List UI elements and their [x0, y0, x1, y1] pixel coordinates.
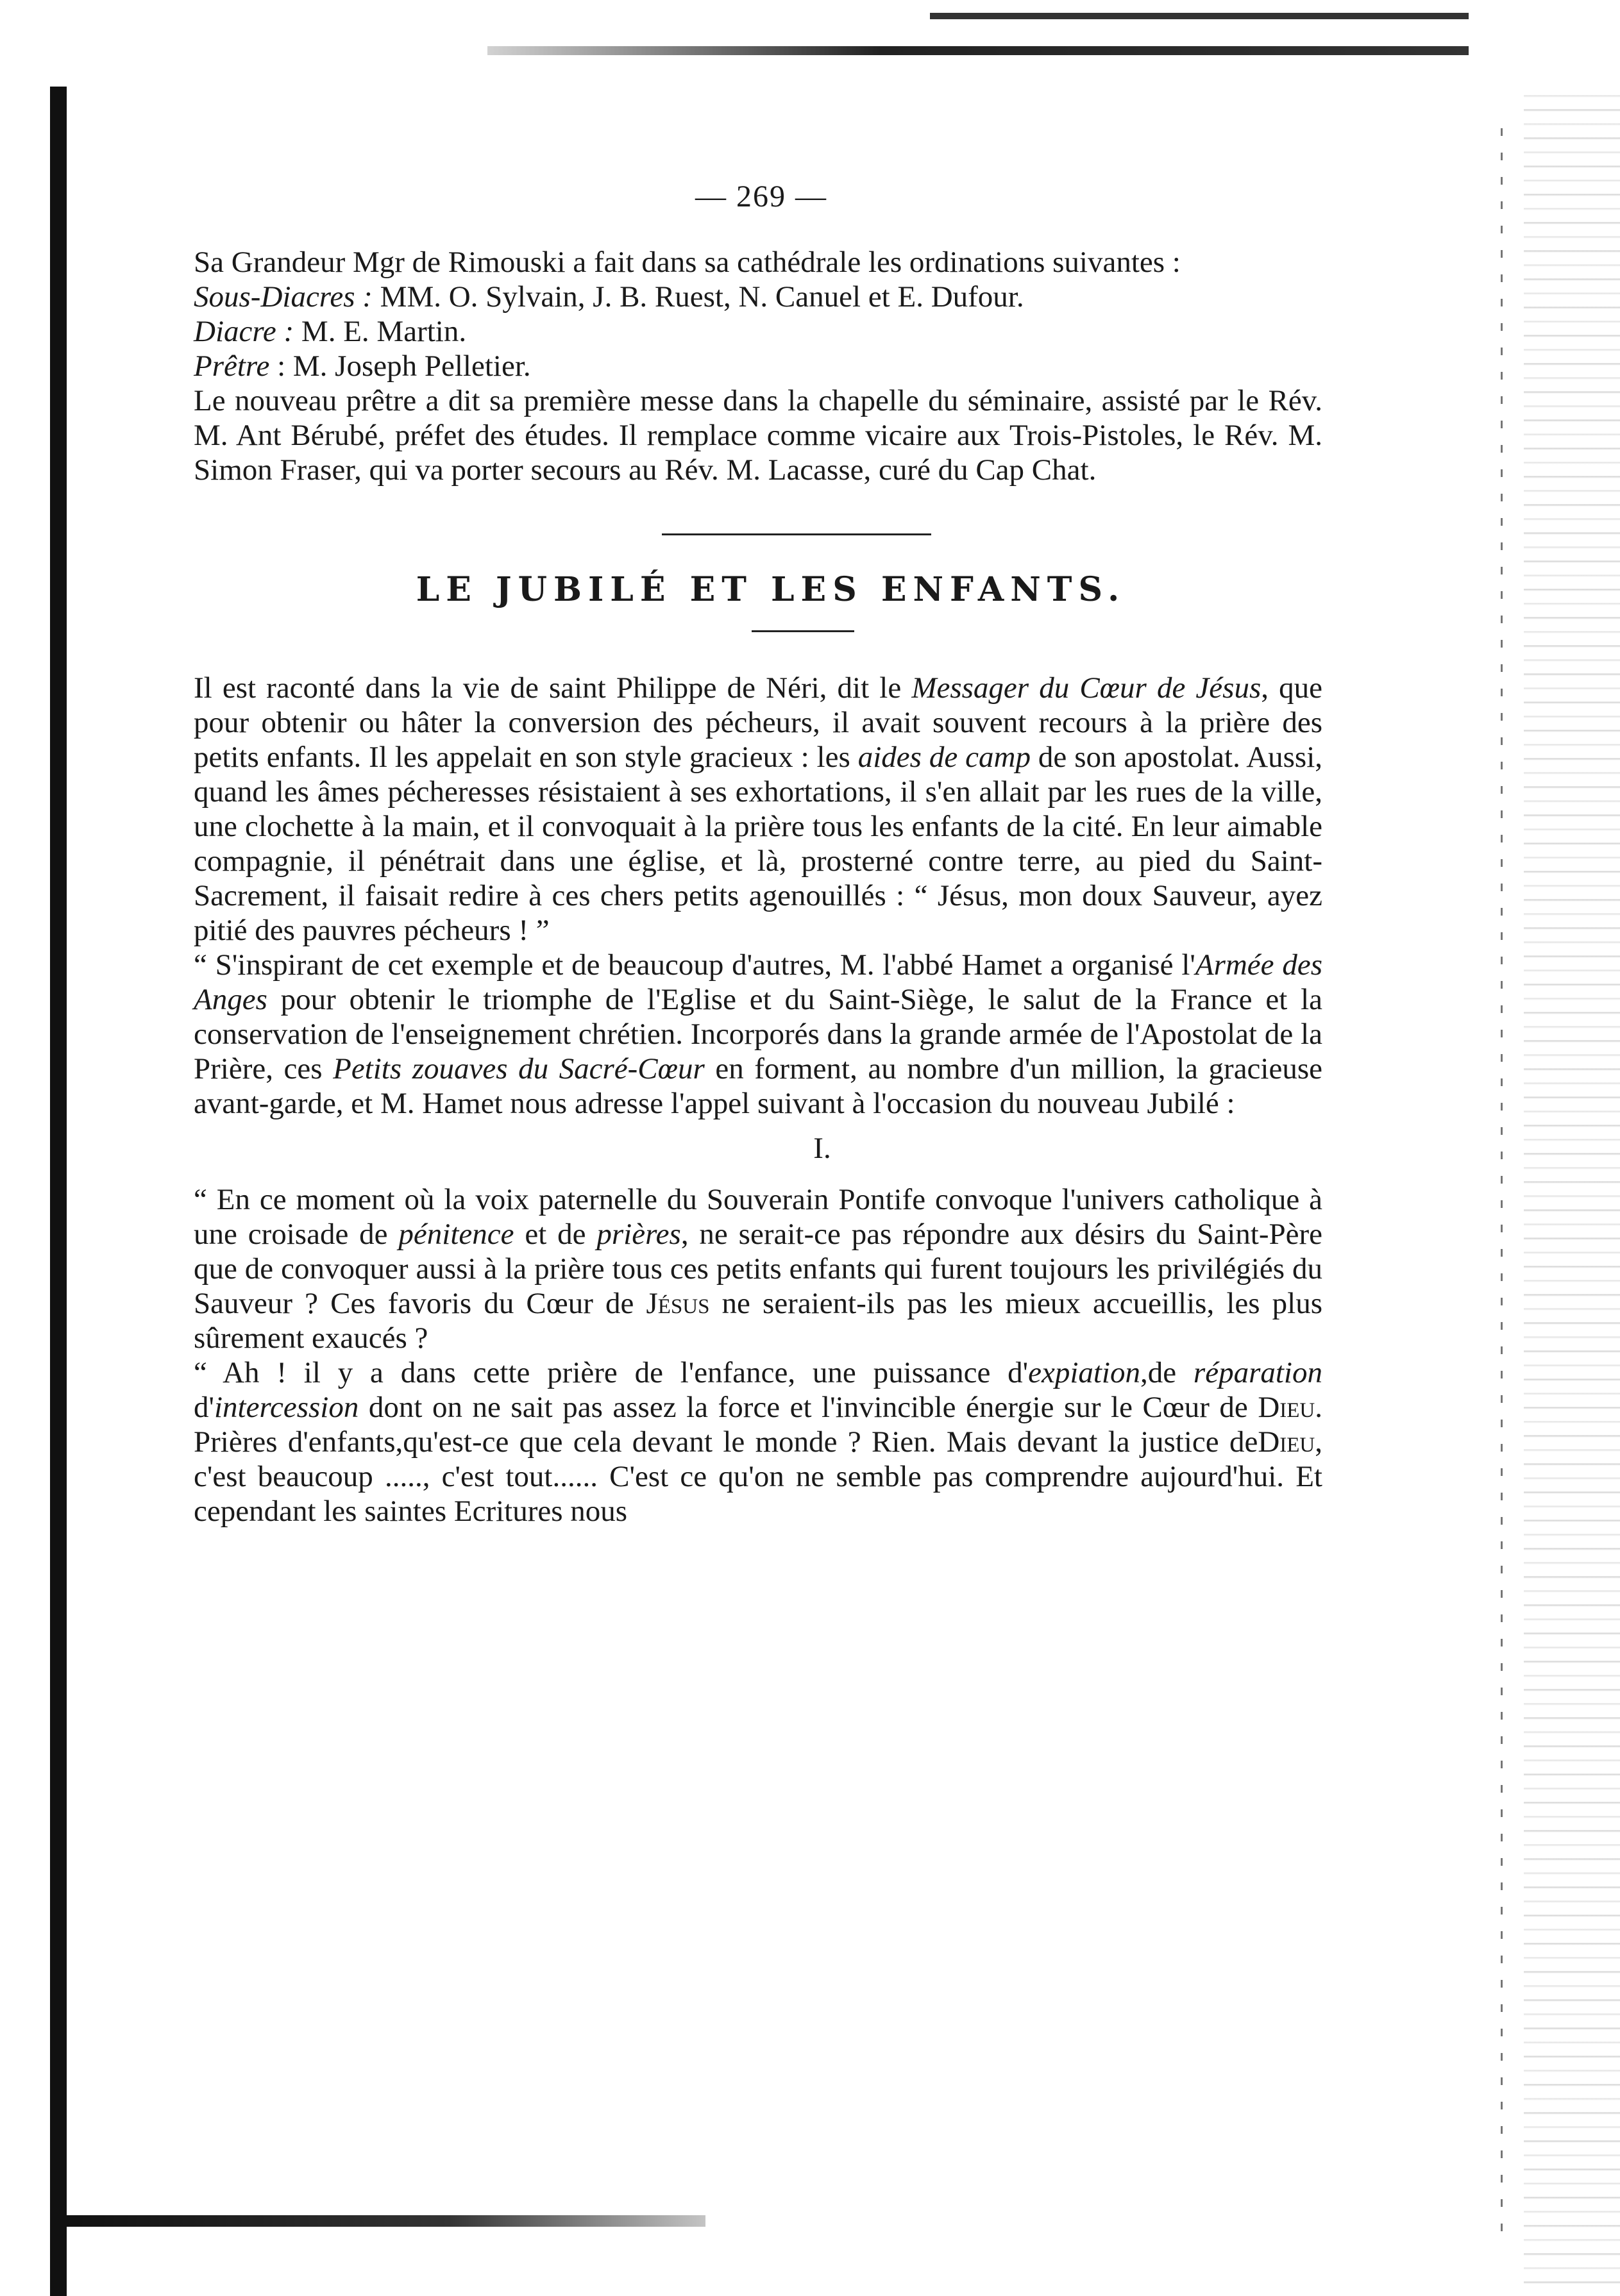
text-run: et de — [514, 1218, 597, 1251]
small-caps-word: Dieu — [1258, 1425, 1315, 1459]
subdeacons-label: Sous-Diacres : — [194, 280, 373, 314]
ordination-news: Le nouveau prêtre a dit sa première messe dans la chapelle du séminaire, assisté par le Rév. M. Ant Bérubé, préfet des études. Il remplace comme vicaire aux Trois-Pistoles, le Rév. M. Simon Fraser, qui va porter secours au Rév. M. Lacasse, curé du Cap Chat. — [194, 384, 1322, 487]
scan-top-edge — [487, 46, 1469, 55]
text-run: “ En ce moment où la voix paternelle du Souverain Pontife convoque l'univers catholique à une croisade de — [194, 1183, 1322, 1251]
article-paragraph-3 — [194, 1182, 1322, 1355]
small-caps-word: Dieu — [1258, 1391, 1315, 1424]
section-divider — [662, 533, 931, 535]
ordination-intro: Sa Grandeur Mgr de Rimouski a fait dans sa cathédrale les ordinations suivantes : — [194, 246, 1181, 279]
scan-right-margin-noise — [1524, 83, 1620, 2295]
italic-term: Petits zouaves du Sacré-Cœur — [333, 1052, 705, 1085]
text-run: dont on ne sait pas assez la force et l'invincible énergie sur le Cœur de — [359, 1391, 1258, 1424]
scan-top-edge-upper — [930, 13, 1469, 19]
small-caps-word: Jésus — [646, 1287, 710, 1320]
article-paragraph-4 — [194, 1355, 1322, 1529]
text-run: “ Ah ! il y a dans cette prière de l'enfance, une puissance d' — [194, 1356, 1029, 1389]
text-run: ne seraient-ils pas les mieux accueillis, les plus sûrement exaucés ? — [194, 1287, 1322, 1355]
italic-term: prières — [596, 1218, 681, 1251]
subdeacons-line — [194, 280, 1322, 314]
text-run: d' — [194, 1391, 214, 1424]
text-run: , c'est beaucoup ....., c'est tout...... C'est ce qu'on ne semble pas comprendre aujourd'hui. Et cependant les saintes Ecritures nous — [194, 1425, 1322, 1528]
scan-right-dotted-line — [1501, 128, 1503, 2244]
document-page — [194, 180, 1322, 1529]
priest-label: Prêtre — [194, 349, 270, 383]
deacon-label: Diacre : — [194, 315, 294, 348]
priest-line — [194, 349, 1322, 383]
section-number: I. — [813, 1132, 831, 1165]
text-run: , ne serait-ce pas répondre aux désirs du Saint-Père que de convoquer aussi à la prière tous ces petits enfants qui furent toujours les privilégiés du Sauveur ? Ces favoris du Cœur de — [194, 1218, 1323, 1320]
italic-term: Armée des Anges — [194, 948, 1322, 1016]
text-run: . Prières d'enfants,qu'est-ce que cela devant le monde ? Rien. Mais devant la justice de — [194, 1391, 1322, 1459]
italic-term: intercession — [214, 1391, 359, 1424]
italic-term: pénitence — [398, 1218, 514, 1251]
italic-term: réparation — [1193, 1356, 1322, 1389]
text-run: ,de — [1140, 1356, 1194, 1389]
subdeacons-names: MM. O. Sylvain, J. B. Ruest, N. Canuel et E. Dufour. — [380, 280, 1024, 314]
scan-left-edge — [50, 87, 67, 2296]
text-run: “ S'inspirant de cet exemple et de beaucoup d'autres, M. l'abbé Hamet a organisé l' — [194, 948, 1195, 982]
source-title: Messager du Cœur de Jésus — [911, 671, 1261, 705]
deacon-line — [194, 314, 1322, 349]
scan-bottom-edge — [64, 2215, 705, 2227]
text-run: , que pour obtenir ou hâter la conversion des pécheurs, il avait souvent recours à la prière des petits enfants. Il les appelait en son style gracieux : les — [194, 671, 1322, 774]
title-underline — [752, 630, 854, 632]
text-run: Il est raconté dans la vie de saint Philippe de Néri, dit le — [194, 671, 912, 705]
italic-term: expiation — [1028, 1356, 1140, 1389]
article-title: LE JUBILÉ ET LES ENFANTS. — [416, 570, 1126, 609]
article-paragraph-1 — [194, 671, 1322, 948]
page-number: — 269 — — [695, 180, 827, 214]
deacon-name: M. E. Martin. — [301, 315, 467, 348]
text-run: de son apostolat. Aussi, quand les âmes pécheresses résistaient à ses exhortations, il s'en allait par les rues de la ville, une clochette à la main, et il convoquait à la prière tous les enfants de la cité. En leur aimable compagnie, il pénétrait dans une église, et là, prosterné contre terre, au pied du Saint-Sacrement, il faisait redire à ces chers petits agenouillés : “ Jésus, mon doux Sauveur, ayez pitié des pauvres pécheurs ! ” — [194, 741, 1323, 947]
priest-name: : M. Joseph Pelletier. — [277, 349, 531, 383]
italic-term: aides de camp — [857, 741, 1031, 774]
text-run: en forment, au nombre d'un million, la gracieuse avant-garde, et M. Hamet nous adresse l'appel suivant à l'occasion du nouveau Jubilé : — [194, 1052, 1322, 1120]
article-paragraph-2 — [194, 948, 1322, 1121]
text-run: pour obtenir le triomphe de l'Eglise et du Saint-Siège, le salut de la France et la conservation de l'enseignement chrétien. Incorporés dans la grande armée de l'Apostolat de la Prière, ces — [194, 983, 1322, 1085]
ordination-notice — [194, 245, 1322, 487]
